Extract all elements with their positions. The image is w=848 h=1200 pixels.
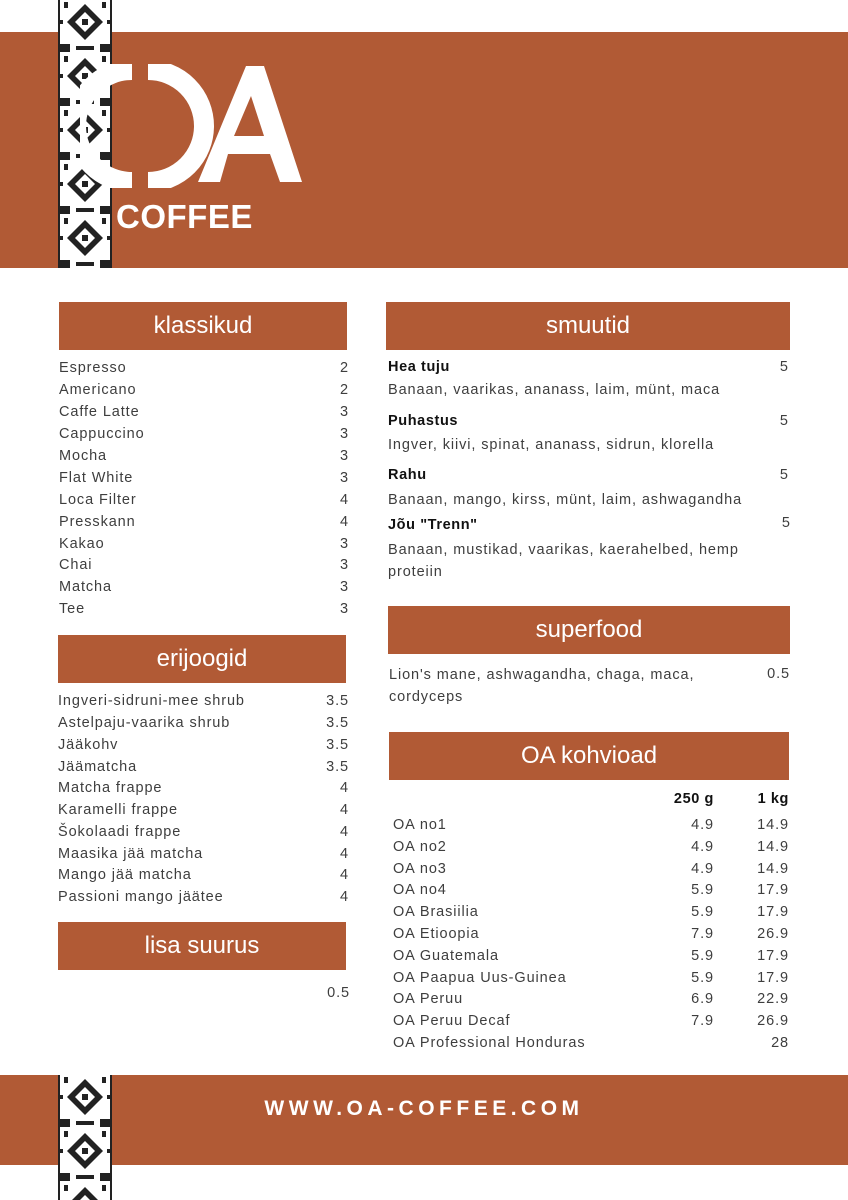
column-header-1kg: 1 kg [757, 791, 789, 807]
table-row [393, 923, 789, 945]
item-price: 3.5 [326, 759, 349, 775]
bean-name: OA Brasiilia [393, 904, 479, 920]
price-250g: 6.9 [691, 991, 714, 1007]
list-item [59, 598, 349, 620]
price-1kg: 17.9 [757, 948, 789, 964]
item-name: Ingveri-sidruni-mee shrub [58, 693, 245, 709]
price-1kg: 26.9 [757, 1013, 789, 1029]
smoothie-name: Puhastus [388, 413, 459, 429]
price-1kg: 17.9 [757, 904, 789, 920]
item-price: 4 [340, 802, 349, 818]
brand-name: COFFEE [116, 198, 253, 235]
section-title: superfood [535, 616, 643, 643]
bean-name: OA Guatemala [393, 948, 499, 964]
list-item [58, 864, 349, 886]
item-price: 3 [340, 579, 349, 595]
item-price: 3.5 [326, 737, 349, 753]
table-row [393, 1010, 789, 1032]
list-item [59, 576, 349, 598]
smoothie-name: Jõu "Trenn" [388, 517, 478, 533]
superfood-description: cordyceps [389, 689, 464, 705]
smoothie-price: 5 [779, 467, 788, 483]
bean-name: OA Etioopia [393, 926, 480, 942]
smoothie-price: 5 [779, 413, 788, 429]
price-250g: 4.9 [691, 839, 714, 855]
bean-name: OA no1 [393, 817, 447, 833]
price-1kg: 28 [771, 1035, 789, 1051]
item-price: 3.5 [326, 715, 349, 731]
list-item [59, 423, 349, 445]
item-name: Passioni mango jäätee [58, 889, 224, 905]
list-item [59, 511, 349, 533]
price-250g: 5.9 [691, 882, 714, 898]
list-item [59, 357, 349, 379]
item-price: 3 [340, 536, 349, 552]
item-name: Šokolaadi frappe [58, 824, 182, 840]
smoothie-description: Banaan, vaarikas, ananass, laim, münt, maca [388, 382, 721, 398]
bean-name: OA Paapua Uus-Guinea [393, 970, 567, 986]
item-name: Jääkohv [58, 737, 119, 753]
smoothie-description: proteiin [388, 564, 443, 580]
smoothie-description: Banaan, mango, kirss, münt, laim, ashwagandha [388, 492, 743, 508]
table-row [393, 1032, 789, 1054]
item-name: Americano [59, 382, 137, 398]
list-item [58, 843, 349, 865]
item-price: 3.5 [326, 693, 349, 709]
lisa-suurus-price-row [300, 982, 350, 1004]
column-header-250g: 250 g [673, 791, 714, 807]
item-name: Espresso [59, 360, 127, 376]
list-item [59, 467, 349, 489]
item-price: 4 [340, 492, 349, 508]
item-name: Caffe Latte [59, 404, 140, 420]
bean-name: OA Professional Honduras [393, 1035, 586, 1051]
item-name: Matcha [59, 579, 112, 595]
website-link[interactable]: WWW.OA-COFFEE.COM [264, 1097, 584, 1120]
item-price: 0.5 [327, 985, 350, 1001]
item-name: Cappuccino [59, 426, 145, 442]
list-item [59, 379, 349, 401]
table-row [393, 967, 789, 989]
price-1kg: 26.9 [757, 926, 789, 942]
bean-name: OA no4 [393, 882, 447, 898]
list-item [58, 690, 349, 712]
section-title: smuutid [545, 312, 631, 339]
smoothie-price: 5 [779, 359, 788, 375]
smoothie-name: Rahu [388, 467, 427, 483]
section-header-lisa-suurus [58, 922, 346, 970]
item-price: 2 [340, 382, 349, 398]
smoothie-description: Banaan, mustikad, vaarikas, kaerahelbed, hemp [388, 542, 739, 558]
table-row [393, 945, 789, 967]
section-title: OA kohvioad [520, 742, 658, 769]
oa-logo-mark [80, 64, 310, 188]
item-name: Matcha frappe [58, 780, 163, 796]
item-price: 4 [340, 846, 349, 862]
item-name: Jäämatcha [58, 759, 138, 775]
price-250g: 4.9 [691, 861, 714, 877]
price-250g: 7.9 [691, 1013, 714, 1029]
item-price: 3 [340, 426, 349, 442]
table-row [393, 858, 789, 880]
list-item [58, 756, 349, 778]
item-price: 3 [340, 601, 349, 617]
price-1kg: 22.9 [757, 991, 789, 1007]
section-header-klassikud [59, 302, 347, 350]
item-price: 2 [340, 360, 349, 376]
list-item [59, 445, 349, 467]
price-250g: 4.9 [691, 817, 714, 833]
list-item [59, 489, 349, 511]
price-250g: 7.9 [691, 926, 714, 942]
smoothie-description: Ingver, kiivi, spinat, ananass, sidrun, klorella [388, 437, 715, 453]
list-item [59, 401, 349, 423]
section-title: lisa suurus [144, 932, 260, 959]
item-name: Kakao [59, 536, 105, 552]
table-row [393, 814, 789, 836]
list-item [58, 799, 349, 821]
item-price: 4 [340, 889, 349, 905]
item-price: 4 [340, 514, 349, 530]
item-price: 3 [340, 557, 349, 573]
smoothie-name: Hea tuju [388, 359, 450, 375]
bean-name: OA Peruu [393, 991, 464, 1007]
item-name: Maasika jää matcha [58, 846, 204, 862]
price-250g: 5.9 [691, 904, 714, 920]
bean-name: OA no3 [393, 861, 447, 877]
price-1kg: 14.9 [757, 861, 789, 877]
section-header-erijoogid [58, 635, 346, 683]
price-250g: 5.9 [691, 970, 714, 986]
item-name: Chai [59, 557, 93, 573]
price-1kg: 17.9 [757, 970, 789, 986]
item-price: 3 [340, 470, 349, 486]
item-name: Presskann [59, 514, 136, 530]
list-item [59, 554, 349, 576]
price-1kg: 14.9 [757, 817, 789, 833]
section-header-superfood [388, 606, 790, 654]
smoothie-price: 5 [781, 515, 790, 531]
list-item [58, 821, 349, 843]
list-item [58, 886, 349, 908]
superfood-price: 0.5 [767, 666, 790, 682]
superfood-description: Lion's mane, ashwagandha, chaga, maca, [389, 667, 695, 683]
list-item [58, 734, 349, 756]
item-price: 4 [340, 780, 349, 796]
table-row [393, 901, 789, 923]
bean-name: OA no2 [393, 839, 447, 855]
ornament-pattern-bottom [58, 1075, 112, 1200]
item-price: 4 [340, 867, 349, 883]
table-row [393, 836, 789, 858]
section-title: erijoogid [156, 645, 248, 672]
item-name: Astelpaju-vaarika shrub [58, 715, 231, 731]
price-1kg: 17.9 [757, 882, 789, 898]
table-row [393, 988, 789, 1010]
list-item [58, 712, 349, 734]
item-name: Karamelli frappe [58, 802, 178, 818]
item-price: 3 [340, 404, 349, 420]
item-name: Flat White [59, 470, 134, 486]
item-name: Mocha [59, 448, 108, 464]
item-name: Mango jää matcha [58, 867, 192, 883]
table-row [393, 879, 789, 901]
section-header-smuutid [386, 302, 790, 350]
item-price: 4 [340, 824, 349, 840]
item-price: 3 [340, 448, 349, 464]
price-250g: 5.9 [691, 948, 714, 964]
item-name: Tee [59, 601, 86, 617]
list-item [59, 533, 349, 555]
section-title: klassikud [153, 312, 253, 339]
list-item [58, 777, 349, 799]
price-1kg: 14.9 [757, 839, 789, 855]
bean-name: OA Peruu Decaf [393, 1013, 511, 1029]
section-header-kohvioad [389, 732, 789, 780]
item-name: Loca Filter [59, 492, 137, 508]
